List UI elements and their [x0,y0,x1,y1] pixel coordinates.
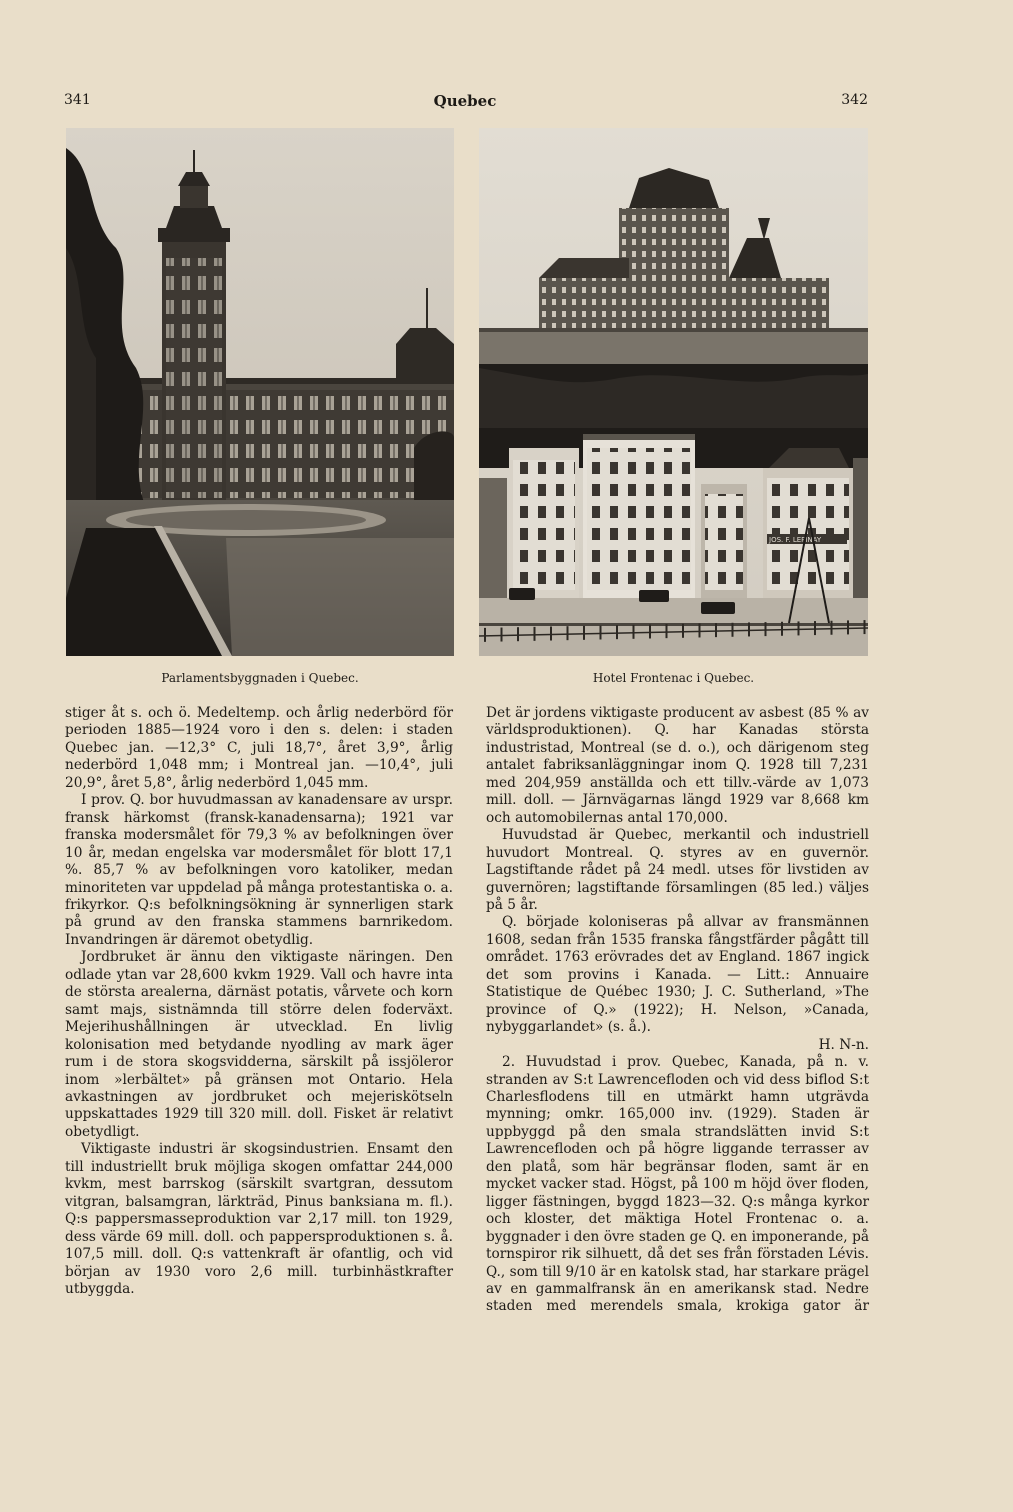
frontenac-illustration [479,128,868,656]
paragraph-asbestos: Det är jordens viktigaste producent av asbest (85 % av världsproduktionen). Q. har Kanadas största industristad, Montreal (se d. o.), och därigenom steg antalet fabriksanläggningar inom Q. 1928 till 7,231 med 204,959 anställda och ett tillv.-värde av 1,073 mill. doll. — Järnvägarnas längd 1929 var 8,668 km och automobilernas antal 170,000. [486,705,869,826]
paragraph-history: Q. började koloniseras på allvar av fransmännen 1608, sedan från 1535 franska fångstfärder pågått till området. 1763 erövrades det av England. 1867 ingick det som provins i Kanada. — Litt.: Annuaire Statistique de Québec 1930; J. C. Sutherland, »The province of Q.» (1922); H. Nelson, »Canada, nybyggarlandet» (s. å.). [486,914,869,1036]
paragraph-agriculture: Jordbruket är ännu den viktigaste näringen. Den odlade ytan var 28,600 kvkm 1929. Vall och havre inta de största arealerna, därnäst potatis, vårvete och korn samt majs, sistnämnda till större delen foderväxt. Mejerihushållningen är utvecklad. En livlig kolonisation med betydande nyodling av mark äger rum i de stora skogsvidderna, särskilt på issjöleror inom »lerbältet» på gränsen mot Ontario. Hela avkastningen av jordbruket och mejeriskötseln uppskattades 1929 till 320 mill. doll. Fisket är relativt obetydligt. [65,949,453,1140]
page-number-right: 342 [841,92,868,108]
parliament-illustration [66,128,454,656]
paragraph-industry: Viktigaste industri är skogsindustrien. Ensamt den till industriellt bruk möjliga skogen omfattar 244,000 kvkm, mest barrskog (särskilt svartgran, dessutom vitgran, balsamgran, lärkträd, Pinus banksiana m. fl.). Q:s pappersmasseproduktion var 2,17 mill. ton 1929, dess värde 69 mill. doll. och pappersproduktionen s. å. 107,5 mill. doll. Q:s vattenkraft är ofantlig, och vid början av 1930 voro 2,6 mill. turbinhästkrafter utbyggda. [65,1141,453,1297]
parliament-photo [66,128,454,656]
hotel-frontenac-photo [479,128,868,656]
figure-caption-parliament: Parlamentsbyggnaden i Quebec. [161,671,359,685]
running-header [62,92,868,116]
figure-caption-frontenac: Hotel Frontenac i Quebec. [592,671,755,685]
text-column-right [486,705,869,1316]
shop-sign-text: JOS. F. LEPINAY [769,536,822,544]
running-title: Quebec [433,92,497,110]
page-number-left: 341 [64,92,91,108]
paragraph-city: 2. Huvudstad i prov. Quebec, Kanada, på n. v. stranden av S:t Lawrencefloden och vid dess biflod S:t Charlesflodens till en utmärkt hamn utgrävda mynning; omkr. 165,000 inv. (1929). Staden är uppbyggd på den smala strandslätten invid S:t Lawrencefloden och på högre liggande terrasser av den platå, som här begränsar floden, samt är en mycket vacker stad. Högst, på 100 m höjd över floden, ligger fästningen, byggd 1823—32. Q:s många kyrkor och kloster, det mäktiga Hotel Frontenac o. a. byggnader i den övre staden ge Q. en imponerande, på tornspiror rik silhuett, då det ses från förstaden Lévis. Q., som till 9/10 är en katolsk stad, har starkare prägel av en gammalfransk än en amerikansk stad. Nedre staden med merendels smala, krokiga gator är [486,1054,869,1315]
text-column-left [65,705,453,1298]
paragraph-population: I prov. Q. bor huvudmassan av kanadensare av urspr. fransk härkomst (fransk-kanadensarna); 1921 var franska modersmålet för 79,3 % av befolkningen över 10 år, medan engelska var modersmålet för blott 17,1 %. 85,7 % av befolkningen voro katoliker, medan minoriteten var uppdelad på många protestantiska o. a. frikyrkor. Q:s befolkningsökning är synnerligen stark på grund av den franska stammens barnrikedom. Invandringen är däremot obetydlig. [65,792,453,948]
paragraph-government: Huvudstad är Quebec, merkantil och industriell huvudort Montreal. Q. styres av en guvernör. Lagstiftande rådet på 24 medl. utses för livstiden av guvernören; lagstiftande församlingen (85 led.) väljes på 5 år. [486,827,869,913]
paragraph-climate: stiger åt s. och ö. Medeltemp. och årlig nederbörd för perioden 1885—1924 voro i den s. delen: i staden Quebec jan. —12,3° C, juli 18,7°, året 3,9°, årlig nederbörd 1,048 mm; i Montreal jan. —10,4°, juli 20,9°, året 5,8°, årlig nederbörd 1,045 mm. [65,705,453,791]
author-signature: H. N-n. [818,1036,869,1053]
